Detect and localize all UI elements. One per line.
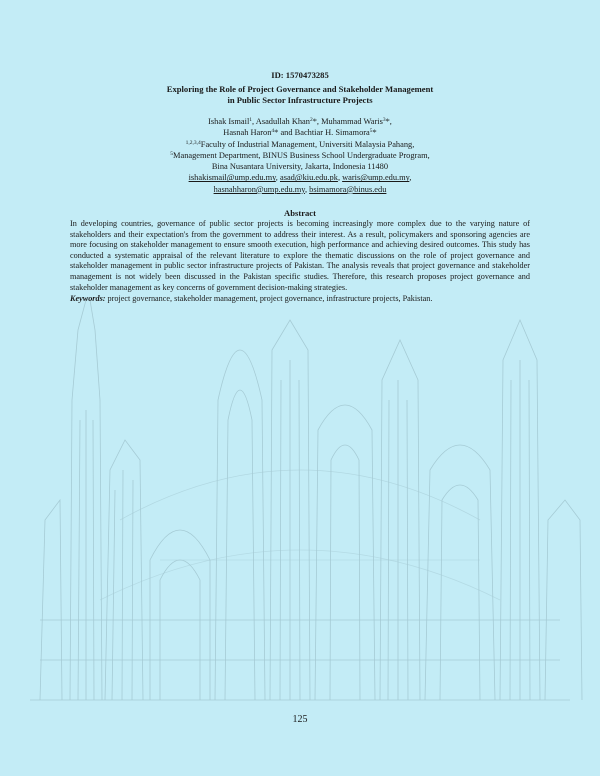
affiliation-3: Bina Nusantara University, Jakarta, Indonesia 11480: [211, 162, 389, 172]
email-separator: ,: [409, 173, 412, 183]
title-line-1: Exploring the Role of Project Governance and Stakeholder Management: [166, 84, 434, 94]
title-line-2: in Public Sector Infrastructure Projects: [227, 95, 373, 105]
author-sup: 3: [382, 117, 386, 123]
email-separator: ,: [337, 173, 343, 183]
email-link[interactable]: hasnahharon@ump.edu.my: [213, 184, 305, 194]
keywords-line: [70, 294, 530, 305]
author-sup: 2: [309, 117, 313, 123]
author-sup: 1: [249, 117, 253, 123]
author-line-1: [0, 116, 600, 127]
email-link[interactable]: asad@kiu.edu.pk: [279, 173, 338, 183]
author-sup: 4: [271, 128, 275, 135]
email-link[interactable]: bsimamora@binus.edu: [309, 184, 387, 194]
corresponding-mark: *: [385, 117, 390, 126]
author-sup: 5: [369, 128, 373, 135]
email-link[interactable]: ishakismail@ump.edu.my: [188, 173, 276, 183]
affiliation-sup: 1,2,3,4: [185, 139, 201, 146]
keywords-text: project governance, stakeholder management, project governance, infrastructure projects, Pakistan.: [105, 294, 433, 303]
corresponding-mark: *: [274, 128, 279, 138]
affiliation-2: [0, 150, 600, 161]
author-name: Ishak Ismail: [208, 117, 250, 126]
author-name: and Bachtiar H. Simamora: [278, 128, 370, 138]
paper-id: ID: 1570473285: [271, 70, 329, 80]
abstract-heading: Abstract: [284, 208, 316, 218]
corresponding-mark: *: [312, 117, 317, 126]
affiliation-sup: 5: [170, 150, 174, 157]
keywords-colon: :: [102, 294, 106, 303]
abstract-text: In developing countries, governance of public sector projects is becoming increasingly more complex due to the varying nature of stakeholders and their expectation's from the government to address their interest. As a result, policymakers and sponsoring agencies are more focusing on stakeholder management to ensure smooth execution, high performance and achieving desired outcomes. This study has conducted a systematic appraisal of the relevant literature to explore the thematic discussions on the role of project governance and stakeholder management in public sector infrastructure projects of Pakistan. The analysis reveals that project governance and stakeholder management is not widely been discussed in the Pakistan specific studies. Therefore, this research proposes project governance and stakeholder management as key concerns of government decision-making strategies.: [70, 219, 530, 292]
paper-title: [0, 84, 600, 106]
email-link[interactable]: waris@ump.edu.my: [342, 173, 410, 183]
affiliation-1: [0, 139, 600, 150]
email-line-1: [0, 172, 600, 183]
email-line-2: [0, 184, 600, 195]
author-line-2: [0, 127, 600, 138]
author-separator: ,: [389, 117, 392, 126]
keywords-label: Keywords: [70, 294, 103, 303]
email-separator: ,: [275, 173, 280, 183]
author-name: , Asadullah Khan: [252, 117, 310, 126]
email-separator: ,: [304, 184, 310, 194]
affiliation-text: Management Department, BINUS Business School Undergraduate Program,: [173, 150, 430, 160]
corresponding-mark: *: [372, 128, 377, 138]
affiliation-text: Faculty of Industrial Management, Universiti Malaysia Pahang,: [200, 139, 415, 149]
author-block: [0, 116, 600, 195]
page-number: 125: [292, 714, 308, 725]
author-name: , Muhammad Waris: [316, 117, 383, 126]
author-name: Hasnah Haron: [223, 128, 272, 138]
